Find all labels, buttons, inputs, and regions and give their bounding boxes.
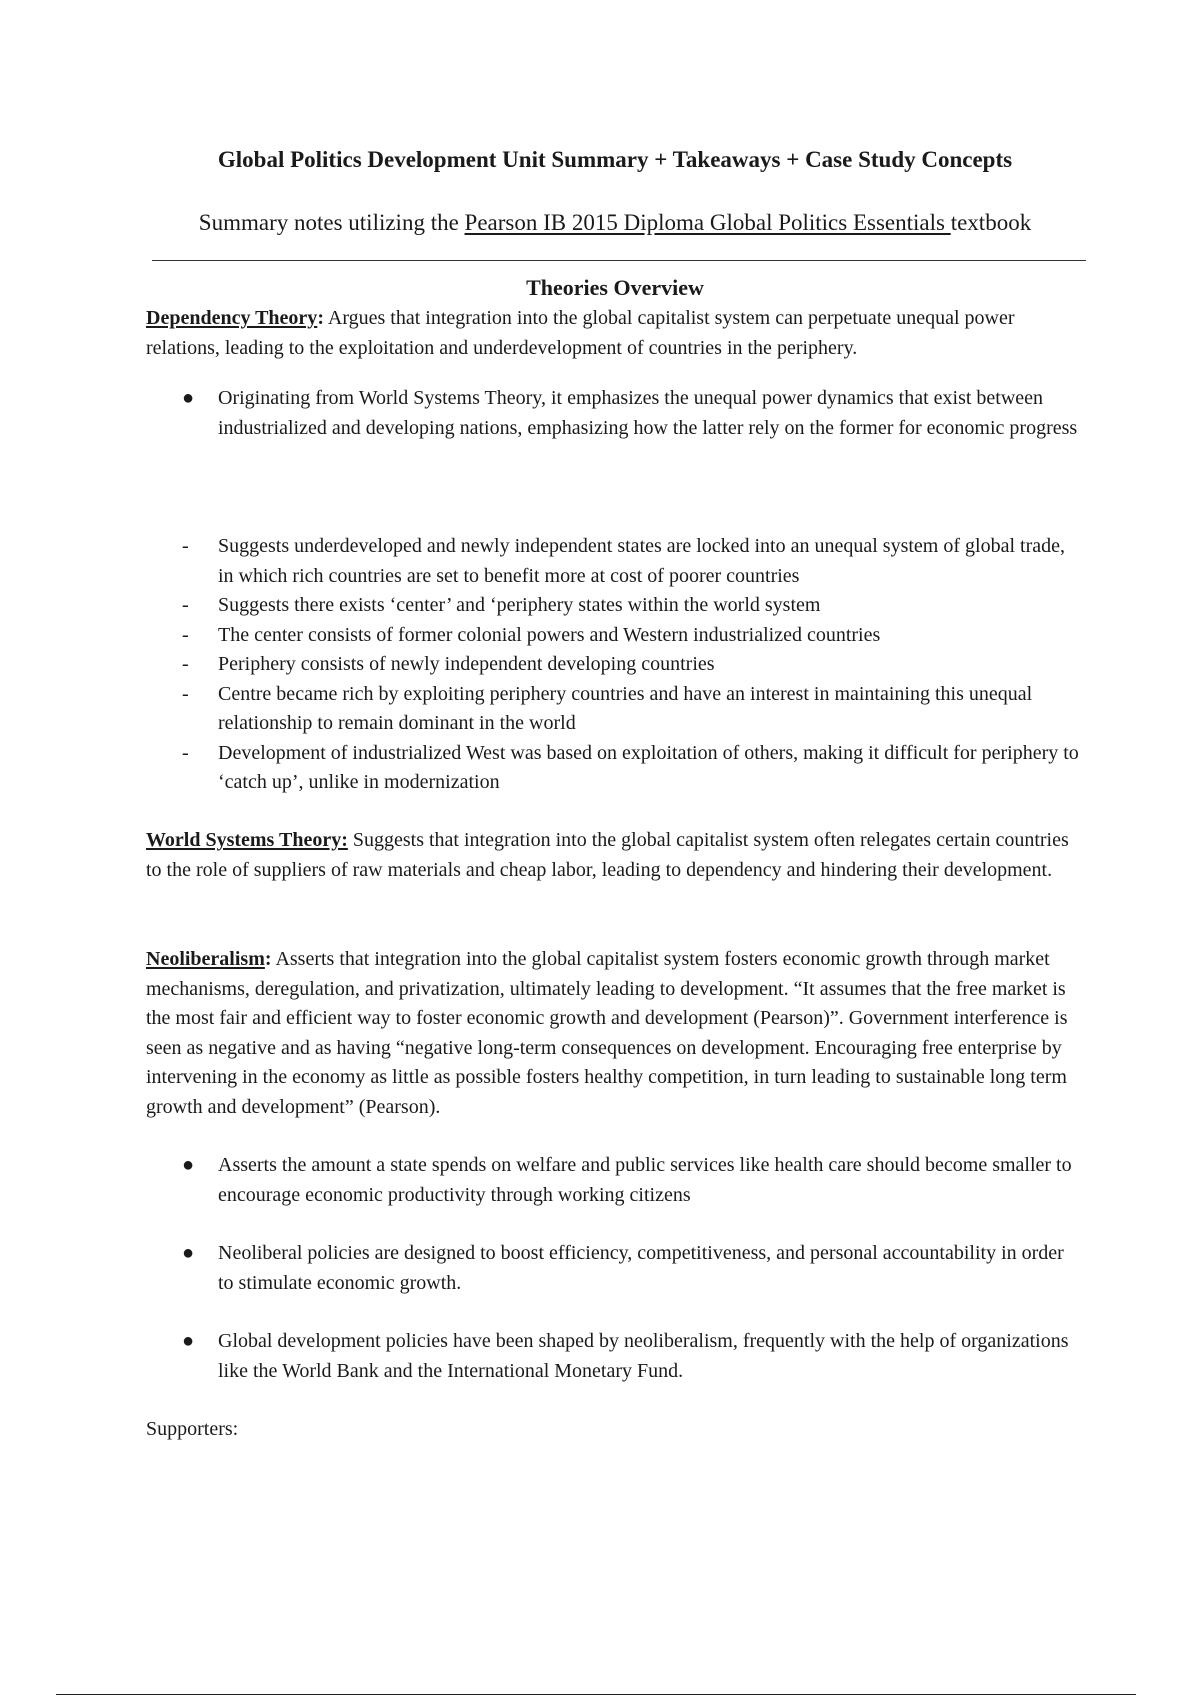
dash-marker: -: [182, 535, 189, 557]
list-item-text: Asserts the amount a state spends on welfare and public services like health care should become smaller to encourage economic productivity through working citizens: [218, 1154, 1072, 1206]
neoliberalism-term: Neoliberalism: [146, 948, 265, 970]
list-item: [146, 1151, 1084, 1210]
subtitle-suffix: textbook: [950, 210, 1032, 235]
world-systems-term: World Systems Theory:: [146, 829, 348, 851]
list-item: [146, 650, 1084, 680]
bullet-marker: ●: [182, 1242, 195, 1264]
document-subtitle: [146, 208, 1084, 238]
list-item-text: Periphery consists of newly independent developing countries: [218, 653, 715, 675]
section-heading: Theories Overview: [526, 275, 704, 300]
dash-marker: -: [182, 623, 189, 646]
dash-marker: -: [182, 653, 189, 675]
list-item: [146, 739, 1084, 798]
term-colon: :: [264, 948, 272, 970]
subtitle-prefix: Summary notes utilizing the: [198, 210, 465, 235]
list-item: [146, 621, 1084, 651]
list-item: [146, 384, 1084, 443]
dependency-theory-definition: Argues that integration into the global capitalist system can perpetuate unequal power relations, leading to the exploitation and underdevelopment of countries in the periphery.: [146, 307, 1015, 359]
neoliberalism-paragraph: [146, 945, 1084, 1122]
bullet-marker: ●: [182, 1330, 195, 1352]
bullet-marker: ●: [182, 1154, 195, 1176]
document-title: Global Politics Development Unit Summary + Takeaways + Case Study Concepts: [217, 147, 1013, 172]
list-item-text: Global development policies have been shaped by neoliberalism, frequently with the help of organizations like the World Bank and the International Monetary Fund.: [218, 1330, 1069, 1382]
dependency-theory-term: Dependency Theory: [146, 307, 318, 329]
list-item-text: Development of industrialized West was based on exploitation of others, making it difficult for periphery to ‘catch up’, unlike in modernization: [218, 741, 1079, 793]
list-item-text: Neoliberal policies are designed to boost efficiency, competitiveness, and personal accountability in order to stimulate economic growth.: [218, 1242, 1064, 1294]
list-item: [146, 680, 1084, 739]
dash-marker: -: [182, 594, 189, 616]
list-item-text: Originating from World Systems Theory, it emphasizes the unequal power dynamics that exist between industrialized and developing nations, emphasizing how the latter rely on the former for economic progress: [218, 387, 1078, 439]
dependency-bullet-list: [146, 384, 1084, 443]
world-systems-paragraph: [146, 826, 1084, 885]
list-item: [146, 532, 1084, 591]
neoliberalism-bullet-list: [146, 1151, 1084, 1386]
bullet-marker: ●: [182, 387, 195, 409]
horizontal-rule: [152, 260, 1086, 261]
term-colon: :: [317, 307, 324, 329]
textbook-title: Pearson IB 2015 Diploma Global Politics Essentials: [464, 210, 951, 235]
dependency-dash-list: [146, 532, 1084, 798]
list-item-text: Suggests underdeveloped and newly independent states are locked into an unequal system of global trade, in which rich countries are set to benefit more at cost of poorer countries: [218, 535, 1065, 587]
list-item-text: Centre became rich by exploiting periphery countries and have an interest in maintaining this unequal relationship to remain dominant in the world: [218, 682, 1033, 734]
dash-marker: -: [182, 682, 189, 705]
page-bottom-rule: [56, 1694, 1136, 1695]
list-item: [146, 1327, 1084, 1386]
list-item-text: Suggests there exists ‘center’ and ‘periphery states within the world system: [218, 594, 821, 616]
dash-marker: -: [182, 741, 189, 764]
list-item: [146, 1239, 1084, 1298]
list-item: [146, 591, 1084, 621]
neoliberalism-definition: Asserts that integration into the global capitalist system fosters economic growth through market mechanisms, deregulation, and privatization, ultimately leading to development. “It assumes that the free market is the most fair and efficient way to foster economic growth and development (Pearson)”. Government interference is seen as negative and as having “negative long-term consequences on development. Encouraging free enterprise by intervening in the economy as little as possible fosters healthy competition, in turn leading to sustainable long term growth and development” (Pearson).: [146, 948, 1068, 1118]
dependency-theory-paragraph: [146, 304, 1084, 363]
world-systems-definition: Suggests that integration into the global capitalist system often relegates certain countries to the role of suppliers of raw materials and cheap labor, leading to dependency and hindering their development.: [146, 829, 1069, 881]
supporters-label: Supporters:: [146, 1418, 239, 1440]
list-item-text: The center consists of former colonial powers and Western industrialized countries: [218, 623, 881, 646]
